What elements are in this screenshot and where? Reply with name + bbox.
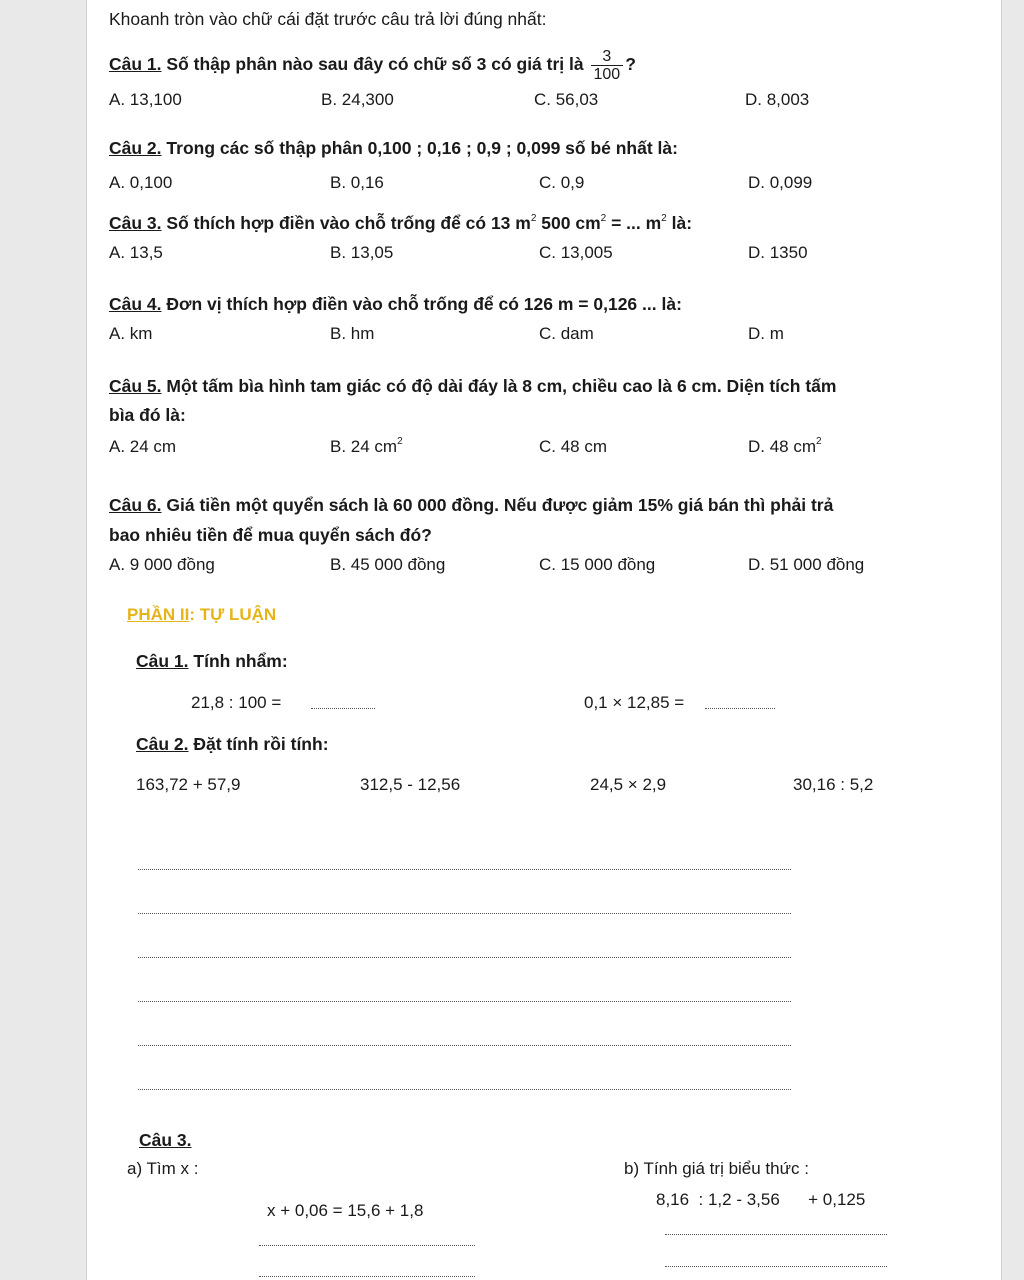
superscript: 2 (397, 436, 403, 448)
essay-question-1 (136, 650, 288, 672)
mental-calc-1: 21,8 : 100 = (191, 693, 282, 712)
q1-option-d[interactable]: D. 8,003 (745, 90, 810, 109)
essay-question-1-label: Câu 1. (136, 651, 189, 671)
essay-question-1-text: Tính nhẩm: (193, 651, 288, 671)
essay-question-2-label: Câu 2. (136, 734, 189, 754)
answer-line[interactable] (138, 1089, 791, 1090)
question-5-label: Câu 5. (109, 376, 162, 396)
superscript: 2 (661, 213, 667, 225)
fraction (591, 48, 624, 83)
column-calc-4: 30,16 : 5,2 (793, 775, 874, 794)
question-1-mark: ? (625, 54, 636, 75)
find-x-equation: x + 0,06 = 15,6 + 1,8 (267, 1201, 424, 1220)
mental-calc-2: 0,1 × 12,85 = (584, 693, 685, 712)
q5-option-d-text: D. 48 cm (748, 437, 817, 456)
essay-question-2 (136, 733, 329, 755)
find-x-label: a) Tìm x : (127, 1159, 199, 1178)
question-5-line-2: bìa đó là: (109, 405, 186, 425)
q6-option-b[interactable]: B. 45 000 đồng (330, 555, 446, 574)
answer-line[interactable] (138, 869, 791, 870)
question-5-line-1 (109, 375, 836, 397)
question-3 (109, 212, 692, 234)
q3-option-b[interactable]: B. 13,05 (330, 243, 394, 262)
q2-option-d[interactable]: D. 0,099 (748, 173, 813, 192)
q6-option-d[interactable]: D. 51 000 đồng (748, 555, 865, 574)
question-2-text: Trong các số thập phân 0,100 ; 0,16 ; 0,9 ; 0,099 số bé nhất là: (166, 138, 678, 158)
answer-line[interactable] (138, 1045, 791, 1046)
answer-line[interactable] (259, 1276, 475, 1277)
q5-option-b[interactable] (330, 436, 403, 458)
q2-option-b[interactable]: B. 0,16 (330, 173, 384, 192)
answer-line[interactable] (665, 1266, 887, 1267)
q6-option-c[interactable]: C. 15 000 đồng (539, 555, 656, 574)
question-5-text: Một tấm bìa hình tam giác có độ dài đáy là 8 cm, chiều cao là 6 cm. Diện tích tấm (166, 376, 837, 396)
q3-option-c[interactable]: C. 13,005 (539, 243, 613, 262)
answer-line[interactable] (138, 913, 791, 914)
section-title (127, 604, 276, 626)
question-4 (109, 293, 682, 315)
column-calc-2: 312,5 - 12,56 (360, 775, 461, 794)
answer-line[interactable] (138, 957, 791, 958)
question-4-text: Đơn vị thích hợp điền vào chỗ trống để có 126 m = 0,126 ... là: (166, 294, 682, 314)
question-1 (109, 48, 636, 83)
question-3-text-d: là: (671, 213, 693, 233)
q3-option-d[interactable]: D. 1350 (748, 243, 808, 262)
evaluate-expression: 8,16 : 1,2 - 3,56 + 0,125 (656, 1190, 866, 1209)
q2-option-a[interactable]: A. 0,100 (109, 173, 173, 192)
question-6-text: Giá tiền một quyển sách là 60 000 đồng. Nếu được giảm 15% giá bán thì phải trả (166, 495, 834, 515)
q6-option-a[interactable]: A. 9 000 đồng (109, 555, 215, 574)
essay-question-2-text: Đặt tính rồi tính: (193, 734, 329, 754)
evaluate-expression-label: b) Tính giá trị biểu thức : (624, 1159, 809, 1178)
q1-option-a[interactable]: A. 13,100 (109, 90, 182, 109)
answer-blank[interactable] (311, 708, 375, 709)
answer-line[interactable] (665, 1234, 887, 1235)
question-6-line-1 (109, 494, 833, 516)
q1-option-c[interactable]: C. 56,03 (534, 90, 599, 109)
q4-option-d[interactable]: D. m (748, 324, 784, 343)
question-1-label: Câu 1. (109, 54, 162, 75)
essay-question-3-label: Câu 3. (139, 1130, 192, 1150)
q4-option-c[interactable]: C. dam (539, 324, 594, 343)
answer-blank[interactable] (705, 708, 775, 709)
question-6-line-2: bao nhiêu tiền để mua quyển sách đó? (109, 525, 432, 545)
superscript: 2 (530, 213, 537, 225)
instruction: Khoanh tròn vào chữ cái đặt trước câu trả lời đúng nhất: (109, 9, 547, 29)
q5-option-d[interactable] (748, 436, 822, 458)
q5-option-a[interactable]: A. 24 cm (109, 437, 177, 456)
q4-option-a[interactable]: A. km (109, 324, 153, 343)
fraction-denominator: 100 (593, 66, 621, 83)
question-2-label: Câu 2. (109, 138, 162, 158)
question-2 (109, 137, 678, 159)
q5-option-b-text: B. 24 cm (330, 437, 398, 456)
question-3-text-b: 500 cm (541, 213, 601, 233)
q1-option-b[interactable]: B. 24,300 (321, 90, 394, 109)
q3-option-a[interactable]: A. 13,5 (109, 243, 163, 262)
question-3-text-c: = ... m (611, 213, 662, 233)
question-3-label: Câu 3. (109, 213, 162, 233)
section-title-rest: : TỰ LUẬN (189, 605, 277, 624)
fraction-numerator: 3 (591, 48, 624, 66)
column-calc-1: 163,72 + 57,9 (136, 775, 241, 794)
q2-option-c[interactable]: C. 0,9 (539, 173, 585, 192)
question-3-text-a: Số thích hợp điền vào chỗ trống để có 13 m (166, 213, 531, 233)
q5-option-c[interactable]: C. 48 cm (539, 437, 608, 456)
section-title-underlined: PHẦN II (127, 605, 190, 624)
answer-line[interactable] (259, 1245, 475, 1246)
question-4-label: Câu 4. (109, 294, 162, 314)
question-6-label: Câu 6. (109, 495, 162, 515)
column-calc-3: 24,5 × 2,9 (590, 775, 667, 794)
answer-line[interactable] (138, 1001, 791, 1002)
superscript: 2 (600, 213, 607, 225)
question-1-text: Số thập phân nào sau đây có chữ số 3 có giá trị là (166, 54, 584, 75)
worksheet-page (86, 0, 1002, 1280)
superscript: 2 (816, 436, 822, 448)
q4-option-b[interactable]: B. hm (330, 324, 375, 343)
